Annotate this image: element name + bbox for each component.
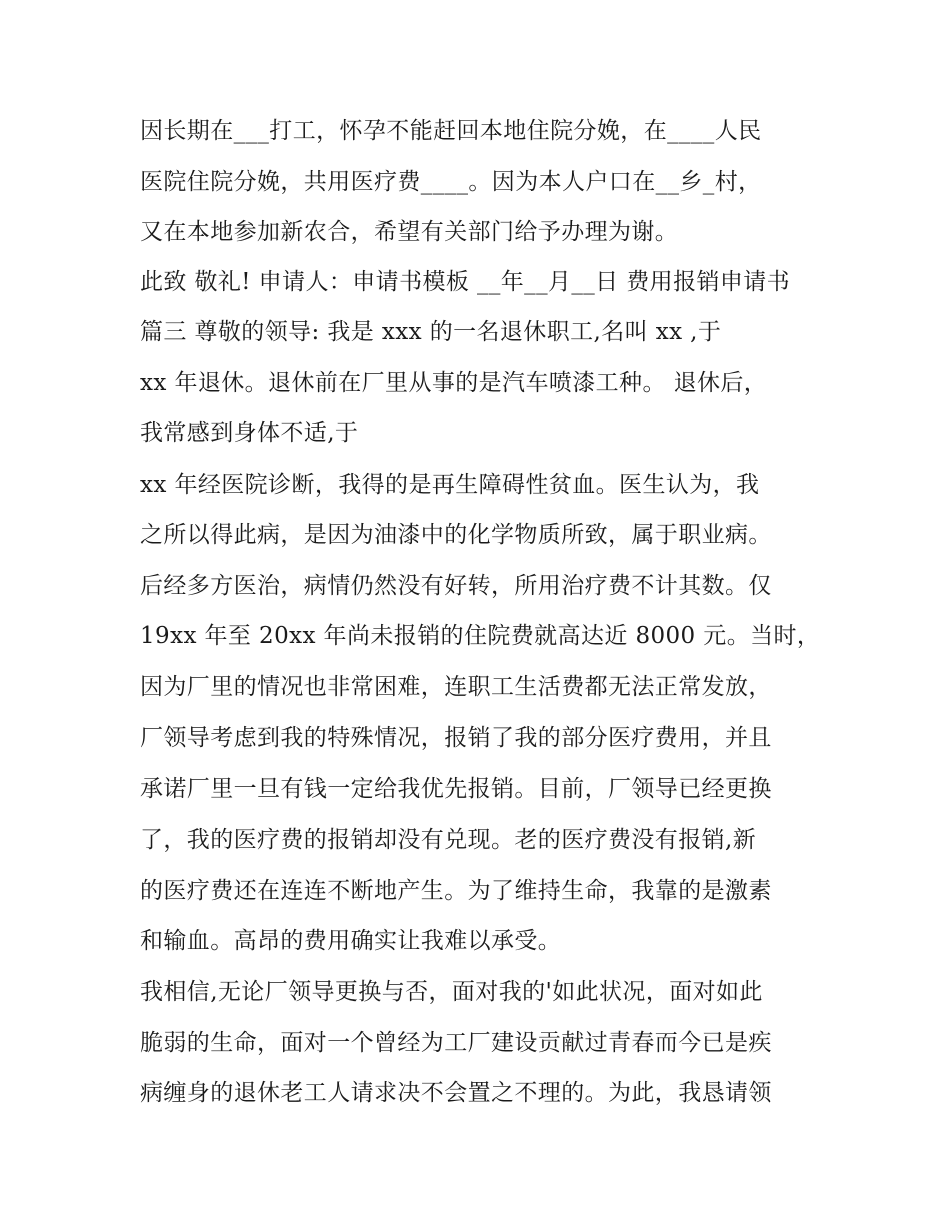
- text-line-13: 厂领导考虑到我的特殊情况，报销了我的部分医疗费用，并且: [140, 725, 772, 751]
- text-line-4: 此致 敬礼! 申请人：申请书模板 __年__月__日 费用报销申请书: [140, 269, 791, 295]
- text-line-11: 19xx 年至 20xx 年尚未报销的住院费就高达近 8000 元。当时，: [140, 623, 821, 649]
- text-line-8: xx 年经医院诊断，我得的是再生障碍性贫血。医生认为，我: [140, 472, 760, 498]
- text-line-9: 之所以得此病，是因为油漆中的化学物质所致，属于职业病。: [140, 522, 772, 548]
- text-line-12: 因为厂里的情况也非常困难，连职工生活费都无法正常发放，: [140, 674, 772, 700]
- text-line-10: 后经多方医治，病情仍然没有好转，所用治疗费不计其数。仅: [140, 573, 772, 599]
- text-line-16: 的医疗费还在连连不断地产生。为了维持生命，我靠的是激素: [140, 878, 772, 904]
- text-line-19: 脆弱的生命，面对一个曾经为工厂建设贡献过青春而今已是疾: [140, 1030, 772, 1056]
- text-line-2: 医院住院分娩，共用医疗费____。因为本人户口在__乡_村，: [140, 169, 762, 195]
- text-line-7: 我常感到身体不适,于: [140, 420, 359, 446]
- text-line-20: 病缠身的退休老工人请求决不会置之不理的。为此，我恳请领: [140, 1080, 772, 1106]
- text-line-15: 了，我的医疗费的报销却没有兑现。老的医疗费没有报销,新: [140, 827, 757, 853]
- text-line-18: 我相信,无论厂领导更换与否，面对我的'如此状况，面对如此: [140, 979, 763, 1005]
- text-line-14: 承诺厂里一旦有钱一定给我优先报销。目前，厂领导已经更换: [140, 776, 772, 802]
- text-line-6: xx 年退休。退休前在厂里从事的是汽车喷漆工种。 退休后，: [140, 370, 768, 396]
- text-line-5: 篇三 尊敬的领导: 我是 xxx 的一名退休职工,名叫 xx ,于: [140, 319, 722, 345]
- text-line-3: 又在本地参加新农合，希望有关部门给予办理为谢。: [140, 219, 679, 245]
- text-line-1: 因长期在___打工，怀孕不能赶回本地住院分娩，在____人民: [140, 118, 762, 144]
- text-line-17: 和输血。高昂的费用确实让我难以承受。: [140, 928, 562, 954]
